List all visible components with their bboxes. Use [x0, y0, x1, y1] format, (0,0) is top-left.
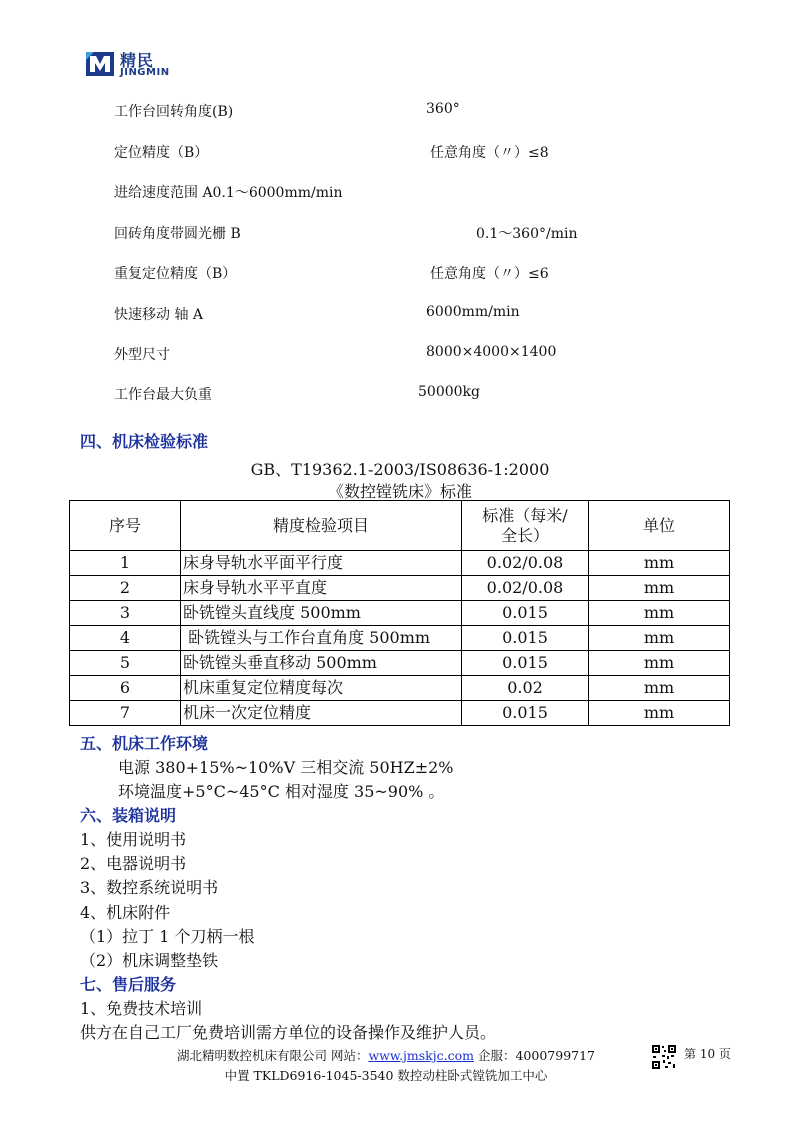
cell-unit: mm	[589, 576, 730, 601]
column-header-standard-line2: 全长）	[500, 525, 549, 545]
after-sales-line: 供方在自己工厂免费培训需方单位的设备操作及维护人员。	[80, 1023, 497, 1042]
footer-company: 湖北精明数控机床有限公司 网站：	[176, 1048, 369, 1063]
table-row	[70, 701, 730, 726]
spec-value: 任意角度（〃）≤8	[430, 145, 549, 161]
logo-text-en: JINGMIN	[120, 67, 170, 78]
cell-standard: 0.015	[462, 626, 589, 651]
cell-unit: mm	[589, 601, 730, 626]
inspection-table	[69, 500, 730, 726]
section-heading-environment: 五、机床工作环境	[80, 734, 209, 753]
cell-item: 卧铣镗头与工作台直角度 500mm	[181, 626, 462, 651]
spec-value: 6000mm/min	[426, 304, 520, 320]
column-header-unit: 单位	[589, 501, 730, 551]
environment-line: 环境温度+5°C~45°C 相对湿度 35~90% 。	[118, 782, 445, 801]
table-row	[70, 626, 730, 651]
spec-label: 工作台回转角度(B)	[114, 104, 234, 120]
company-logo	[84, 48, 184, 82]
page-number: 第 10 页	[684, 1047, 731, 1061]
packing-item: （1）拉丁 1 个刀柄一根	[80, 927, 255, 946]
packing-item: 3、数控系统说明书	[80, 878, 219, 897]
cell-no: 6	[70, 676, 181, 701]
cell-no: 1	[70, 551, 181, 576]
footer-website-link[interactable]: www.jmskjc.com	[368, 1048, 474, 1063]
qr-code-icon	[651, 1044, 677, 1070]
footer-service: 企服：4000799717	[474, 1048, 596, 1063]
cell-unit: mm	[589, 651, 730, 676]
spec-label: 快速移动 轴 A	[114, 307, 204, 323]
standard-code: GB、T19362.1-2003/IS08636-1:2000	[250, 460, 550, 479]
cell-standard: 0.02/0.08	[462, 576, 589, 601]
spec-label: 工作台最大负重	[114, 387, 212, 403]
cell-item: 机床重复定位精度每次	[181, 676, 462, 701]
spec-value: 8000×4000×1400	[426, 344, 557, 360]
section-heading-after-sales: 七、售后服务	[80, 975, 177, 994]
packing-item: 4、机床附件	[80, 903, 171, 922]
spec-value: 任意角度（〃）≤6	[430, 266, 549, 282]
table-row	[70, 601, 730, 626]
footer-product: 中置 TKLD6916-1045-3540 数控动柱卧式镗铣加工中心	[224, 1068, 548, 1083]
spec-label: 重复定位精度（B）	[114, 266, 237, 282]
cell-item: 机床一次定位精度	[181, 701, 462, 726]
cell-item: 床身导轨水平面平行度	[181, 551, 462, 576]
column-header-standard	[462, 501, 589, 551]
spec-value: 50000kg	[418, 384, 480, 400]
cell-standard: 0.02	[462, 676, 589, 701]
jingmin-logo-icon	[84, 50, 116, 78]
spec-value: 360°	[426, 101, 460, 117]
table-header-row	[70, 501, 730, 551]
cell-no: 2	[70, 576, 181, 601]
cell-no: 4	[70, 626, 181, 651]
cell-unit: mm	[589, 551, 730, 576]
packing-item: （2）机床调整垫铁	[80, 951, 219, 970]
cell-standard: 0.015	[462, 651, 589, 676]
column-header-standard-line1: 标准（每米/	[482, 505, 568, 525]
table-row	[70, 676, 730, 701]
spec-label: 外型尺寸	[114, 347, 170, 363]
environment-line: 电源 380+15%~10%V 三相交流 50HZ±2%	[118, 758, 454, 777]
spec-value: 0.1～360°/min	[476, 226, 578, 242]
cell-no: 3	[70, 601, 181, 626]
cell-item: 床身导轨水平平直度	[181, 576, 462, 601]
cell-item: 卧铣镗头直线度 500mm	[181, 601, 462, 626]
cell-unit: mm	[589, 626, 730, 651]
cell-unit: mm	[589, 701, 730, 726]
spec-label: 进给速度范围 A0.1～6000mm/min	[114, 185, 343, 201]
cell-unit: mm	[589, 676, 730, 701]
packing-item: 2、电器说明书	[80, 854, 187, 873]
section-heading-inspection: 四、机床检验标准	[80, 432, 209, 451]
table-row	[70, 576, 730, 601]
spec-label: 回砖角度带圆光栅 B	[114, 226, 241, 242]
column-header-no: 序号	[70, 501, 181, 551]
section-heading-packing: 六、装箱说明	[80, 806, 177, 825]
cell-item: 卧铣镗头垂直移动 500mm	[181, 651, 462, 676]
cell-standard: 0.015	[462, 601, 589, 626]
table-row	[70, 551, 730, 576]
column-header-item: 精度检验项目	[181, 501, 462, 551]
after-sales-line: 1、免费技术培训	[80, 999, 203, 1018]
standard-name: 《数控镗铣床》标准	[327, 482, 472, 501]
cell-standard: 0.015	[462, 701, 589, 726]
table-row	[70, 651, 730, 676]
spec-label: 定位精度（B）	[114, 145, 209, 161]
logo-text-cn: 精民	[120, 51, 155, 70]
packing-item: 1、使用说明书	[80, 830, 187, 849]
cell-no: 5	[70, 651, 181, 676]
cell-no: 7	[70, 701, 181, 726]
cell-standard: 0.02/0.08	[462, 551, 589, 576]
